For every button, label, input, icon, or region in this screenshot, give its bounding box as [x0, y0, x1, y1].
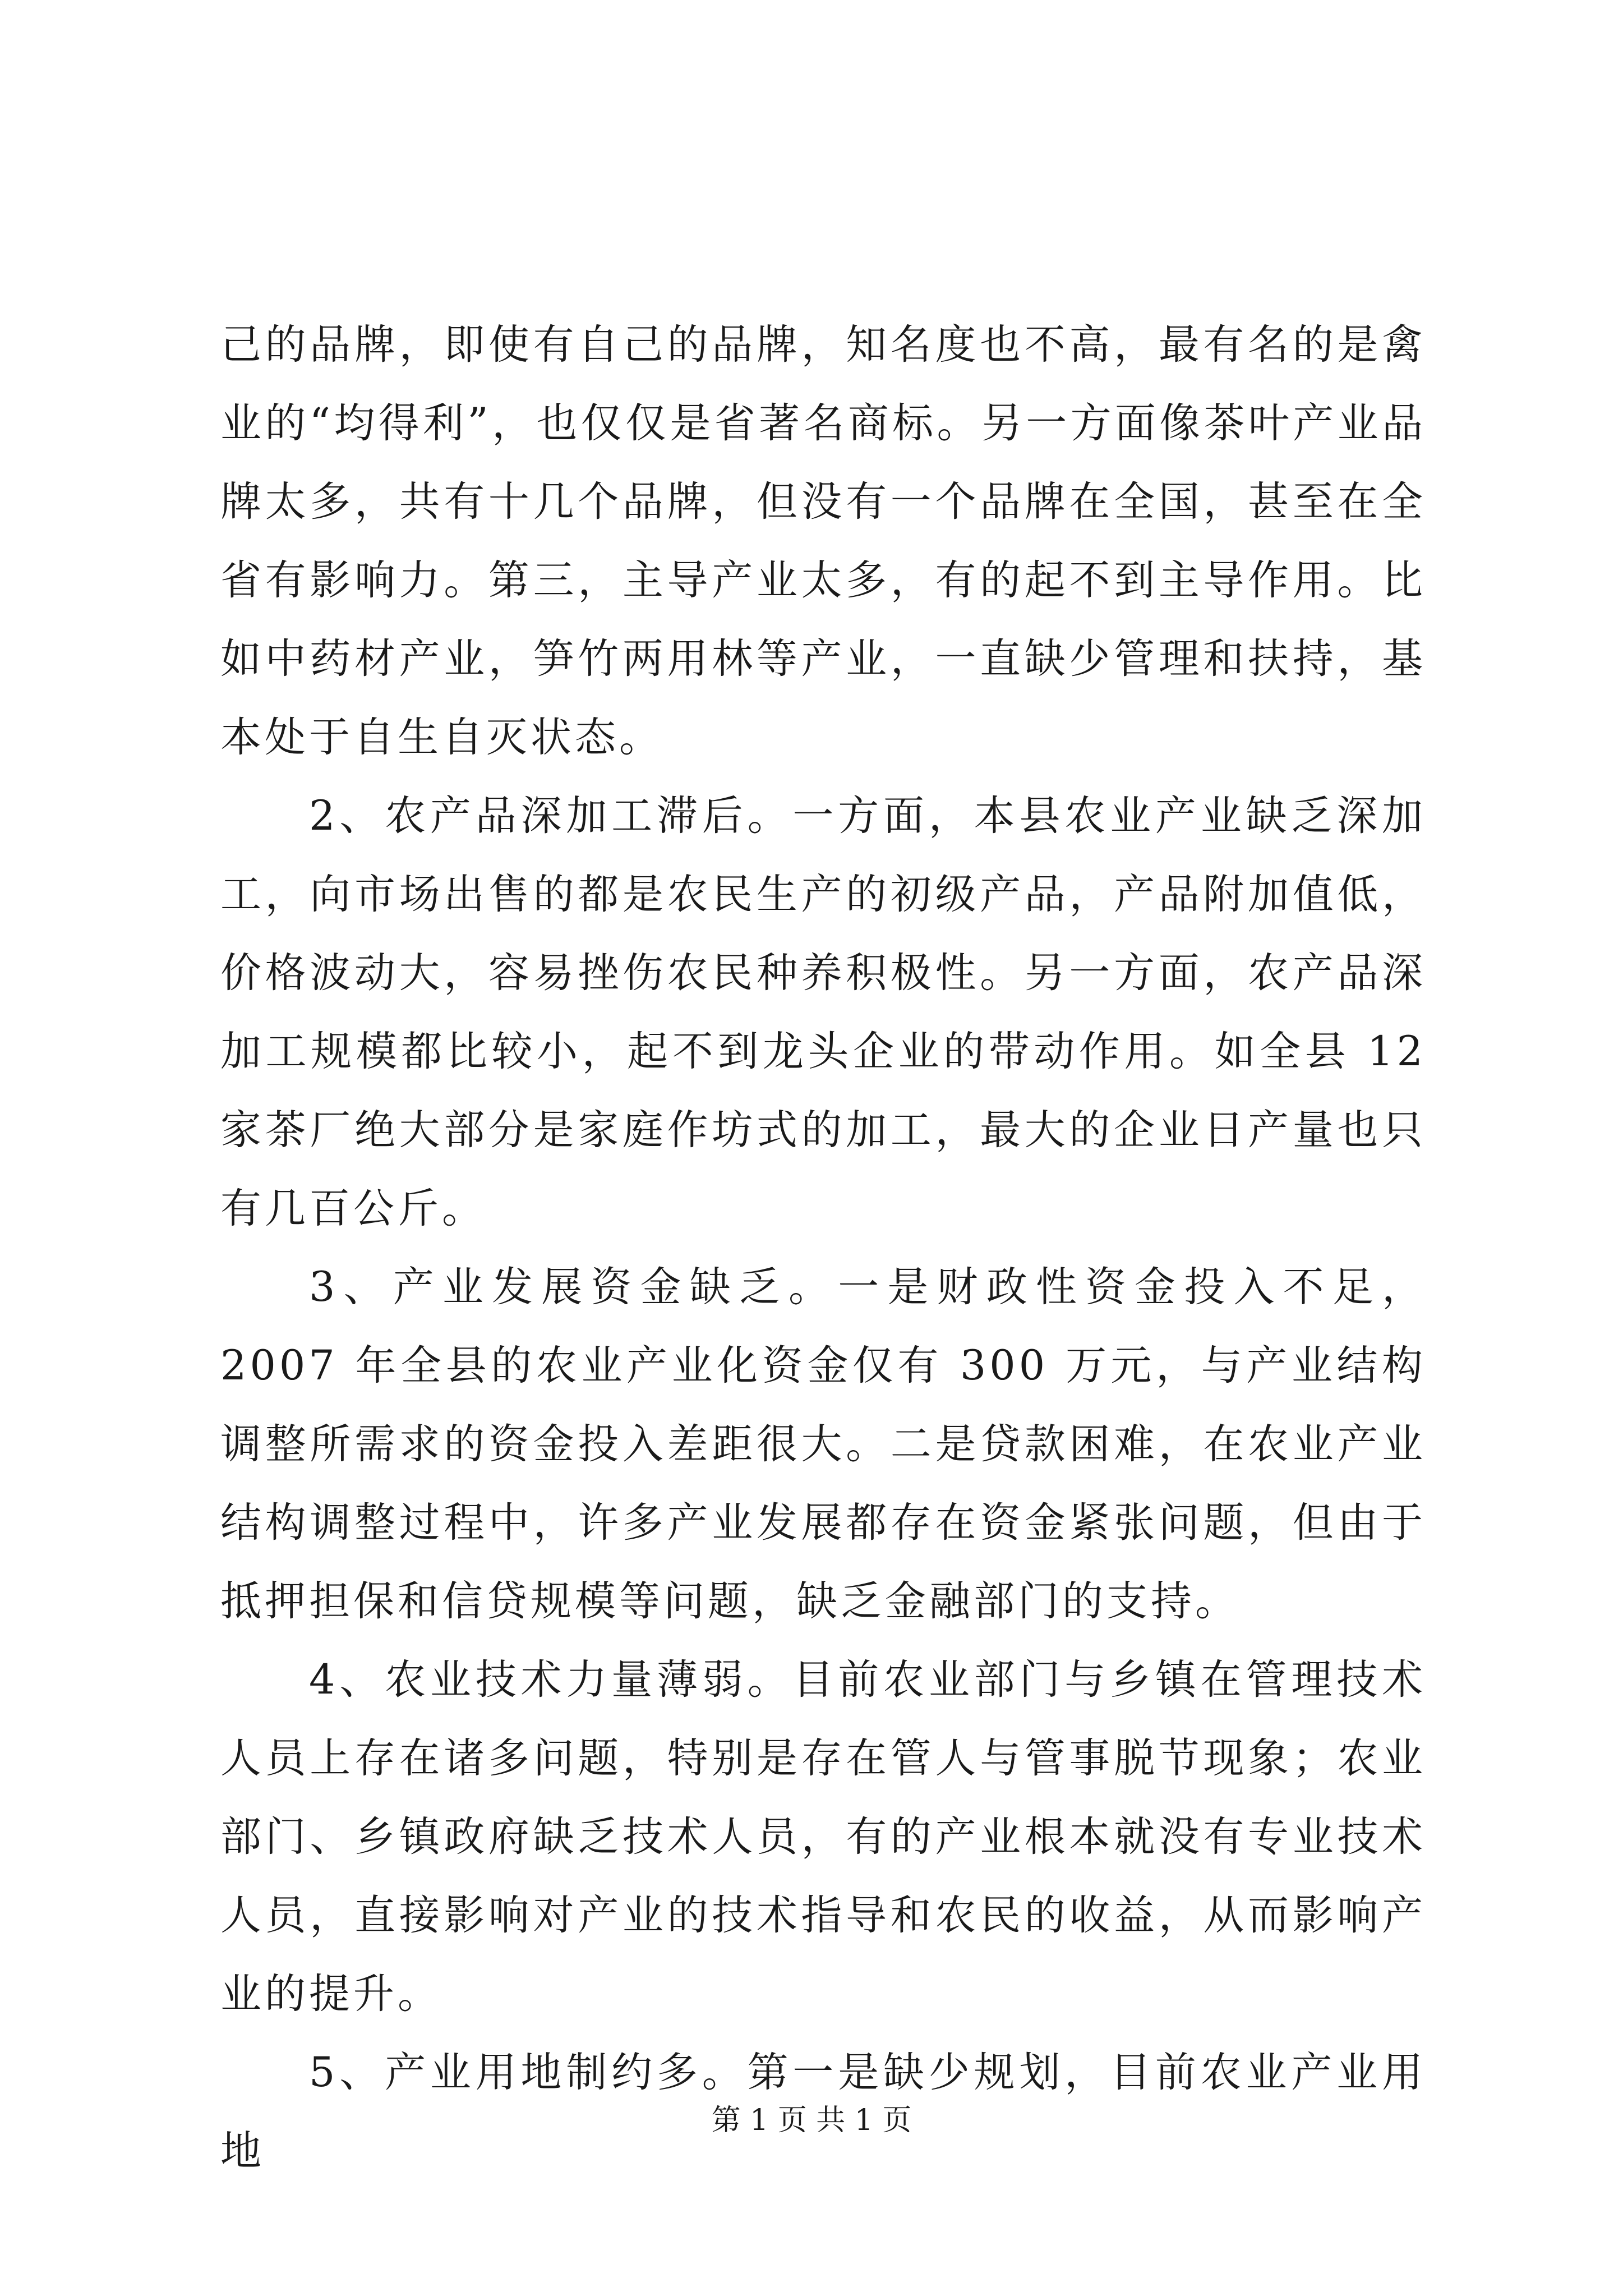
paragraph-funding-shortage: 3、产业发展资金缺乏。一是财政性资金投入不足，2007 年全县的农业产业化资金仅有 300 万元，与产业结构调整所需求的资金投入差距很大。二是贷款困难，在农业产业结构调整过程中，许多产业发展都存在资金紧张问题，但由于抵押担保和信贷规模等问题，缺乏金融部门的支持。 — [220, 1263, 1426, 1625]
document-body — [220, 306, 1426, 2191]
paragraph-brand-issues: 己的品牌，即使有自己的品牌，知名度也不高，最有名的是禽业的“均得利”，也仅仅是省著名商标。另一方面像茶叶产业品牌太多，共有十几个品牌，但没有一个品牌在全国，甚至在全省有影响力。第三，主导产业太多，有的起不到主导作用。比如中药材产业，笋竹两用林等产业，一直缺少管理和扶持，基本处于自生自灭状态。 — [220, 321, 1426, 761]
paragraph-technical-weakness: 4、农业技术力量薄弱。目前农业部门与乡镇在管理技术人员上存在诸多问题，特别是存在管人与管事脱节现象；农业部门、乡镇政府缺乏技术人员，有的产业根本就没有专业技术人员，直接影响对产业的技术指导和农民的收益，从而影响产业的提升。 — [220, 1656, 1426, 2018]
page-footer: 第 1 页 共 1 页 — [711, 2104, 912, 2137]
paragraph-land-constraints: 5、产业用地制约多。第一是缺少规划，目前农业产业用地 — [220, 2049, 1426, 2175]
paragraph-deep-processing: 2、农产品深加工滞后。一方面，本县农业产业缺乏深加工，向市场出售的都是农民生产的初级产品，产品附加值低，价格波动大，容易挫伤农民种养积极性。另一方面，农产品深加工规模都比较小，起不到龙头企业的带动作用。如全县 12 家茶厂绝大部分是家庭作坊式的加工，最大的企业日产量也只有几百公斤。 — [220, 792, 1426, 1232]
